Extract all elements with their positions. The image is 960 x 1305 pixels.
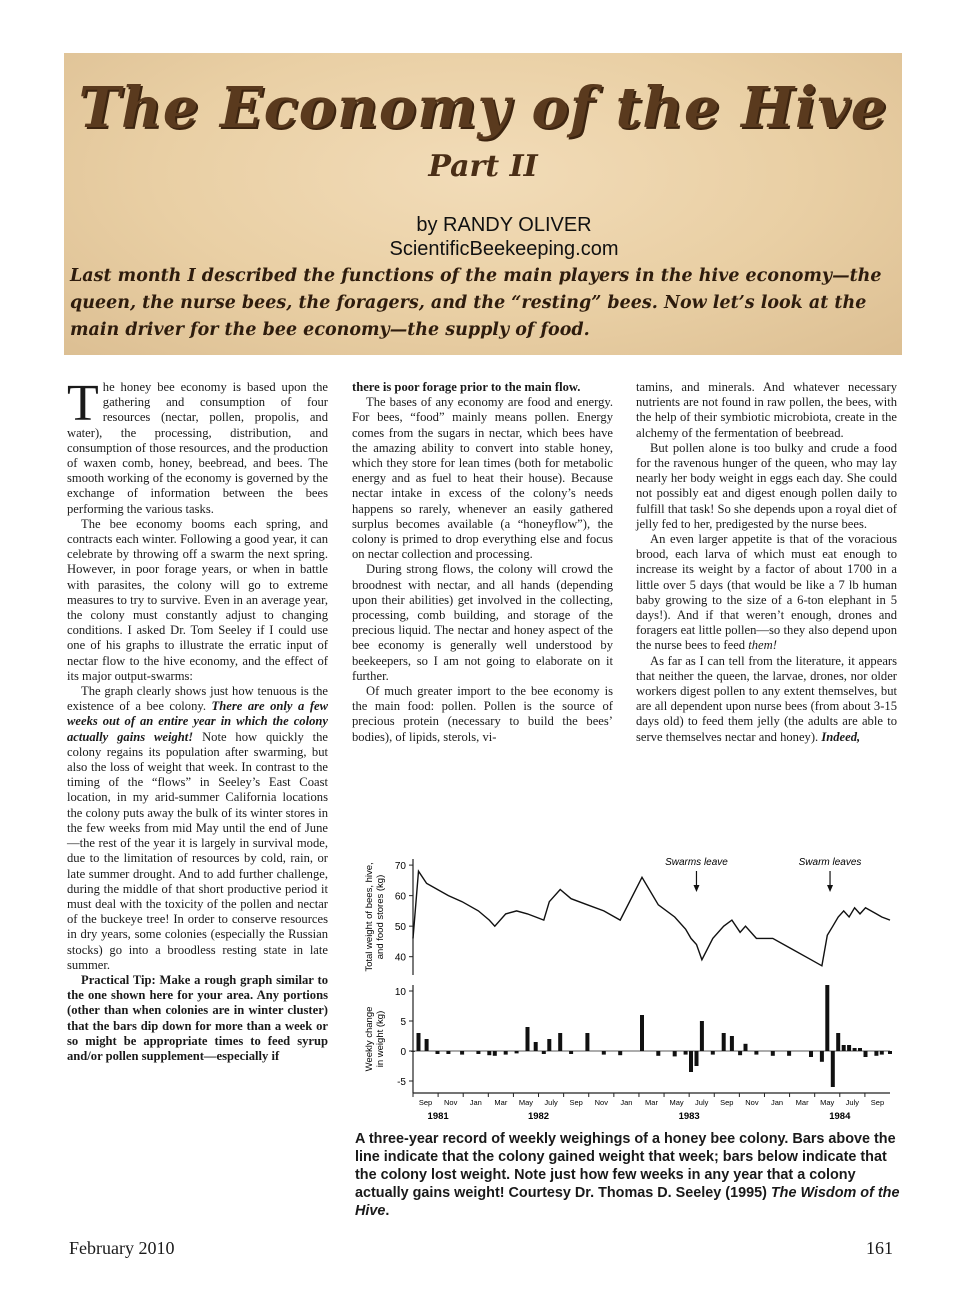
col3-paragraph-2: But pollen alone is too bulky and crude a food for the ravenous hunger of the queen, who may lay nearly her body weight in eggs each day. She could not possibly eat and digest enough pollen daily to fulfill that task! So she depends upon a royal diet of jelly fed to her, predigested by the nurse bees. [636,440,897,531]
month-label: Nov [443,1098,458,1107]
year-label: 1984 [829,1111,851,1122]
col2-paragraph-1: there is poor forage prior to the main flow. [352,380,581,394]
weekly-change-bar [569,1051,573,1054]
weekly-change-bar [534,1042,538,1051]
drop-cap: T [67,375,99,432]
y-axis-label-top: Total weight of bees, hive, [364,862,375,972]
weekly-change-bar [842,1045,846,1051]
col1-paragraph-1: The honey bee economy is based upon the gathering and consumption of four resources (nectar, pollen, propolis, and water), the processing, distribution, and consumption of those resources, and the production of waxen comb, honey, beebread, and bees. The smooth working of the economy is governed by the exchange of information between the bees performing the various tasks. [67,375,328,516]
col2-paragraph-4: Of much greater import to the bee economy is the main food: pollen. Pollen is the source of precious protein (necessary to build the bees’ bodies), of lipids, sterols, vi- [352,684,613,744]
weekly-change-bar [618,1051,622,1055]
weekly-change-bar [787,1051,791,1056]
weekly-change-bar [831,1051,835,1087]
y-axis-label-bottom-2: in weight (kg) [375,1010,386,1068]
month-label: Nov [745,1098,759,1107]
column-3 [636,380,897,745]
weekly-change-bar [542,1051,546,1054]
month-label: July [544,1098,558,1107]
month-label: Mar [645,1098,658,1107]
month-label: Sep [870,1098,885,1107]
weekly-change-bar [730,1036,734,1051]
weekly-change-bar [847,1045,851,1051]
year-label: 1982 [527,1111,550,1122]
weekly-change-bar [585,1033,589,1051]
weekly-change-bar [425,1039,429,1051]
author: by RANDY OLIVER [416,214,592,236]
y-tick-label-bottom: -5 [397,1077,406,1088]
y-axis-label-bottom: Weekly change [364,1006,375,1072]
year-label: 1983 [678,1111,700,1122]
month-label: Sep [418,1098,433,1107]
title-banner [64,53,902,355]
month-label: July [845,1098,860,1107]
weekly-change-bar [417,1033,421,1051]
weekly-change-bar [771,1051,775,1056]
page-number: 161 [866,1238,893,1258]
weekly-change-bar [689,1051,693,1072]
month-label: Nov [594,1098,608,1107]
article-part: Part II [428,149,538,184]
weekly-change-bar [858,1048,862,1051]
weekly-change-bar [558,1033,562,1051]
weekly-change-bar [602,1051,606,1055]
y-tick-label-top: 50 [394,922,406,934]
weekly-change-bar [888,1051,892,1054]
weekly-change-bar [493,1051,497,1056]
weekly-change-bar [487,1051,491,1055]
month-label: Sep [720,1098,734,1107]
weekly-change-bar [476,1051,480,1054]
y-tick-label-bottom: 5 [400,1017,406,1028]
annotation-label: Swarm leaves [798,857,862,868]
weekly-change-bar [825,985,829,1051]
month-label: May [669,1098,684,1107]
month-label: Mar [494,1098,508,1107]
annotation-label: Swarms leave [665,857,728,868]
weight-chart [355,845,903,1127]
month-label: Jan [469,1098,482,1107]
chart-caption: A three-year record of weekly weighings of a honey bee colony. Bars above the line indicate that the colony gained weight that week; bars below indicate that the colony lost weight. Note just how few weeks in any year that a colony actually gains weight! Courtesy Dr. Thomas D. Seeley (1995) The Wisdom of the Hive. [355,1131,900,1219]
month-label: Sep [569,1098,583,1107]
col3-paragraph-3: An even larger appetite is that of the voracious brood, each larva of which must eat enough to increase its weight by a factor of about 1700 in a little over 5 days (that would be like a 7 lb human baby growing to the size of a 6-ton elephant in 5 days!). And if that weren’t enough, drones and foragers eat little pollen—so they also depend upon the nurse bees to feed them! [636,532,897,653]
weekly-change-bar [754,1051,758,1055]
weekly-change-bar [711,1051,715,1055]
byline [64,213,902,261]
col3-paragraph-1: tamins, and minerals. And whatever necessary nutrients are not found in raw pollen, the bees, with the help of their symbiotic microbiota, create in the alchemy of the fermentation of beebread. [636,380,897,440]
weekly-change-bar [640,1015,644,1051]
website: ScientificBeekeeping.com [389,238,619,260]
weekly-change-bar [722,1033,726,1051]
col2-paragraph-3: During strong flows, the colony will crowd the broodnest with nectar, and all hands (depending upon their abilities) get involved in the collecting, processing, comb building, and storage of the precious liquid. The nectar and honey aspect of the bee economy is generally well understood by beekeepers, so I am not going to elaborate on it further. [352,562,613,683]
article-title: The Economy of the Hive [78,75,888,141]
weekly-change-bar [695,1051,699,1066]
y-axis-label-top-2: and food stores (kg) [375,874,386,960]
y-tick-label-bottom: 10 [394,987,406,998]
weekly-change-bar [446,1051,450,1054]
practical-tip: Practical Tip: Make a rough graph similar to the one shown here for your area. Any portions (other than when colonies are in winter cluster) that the bars dip down for more than a week or so might be appropriate times to feed syrup and/or pollen supplement—especially if [67,972,328,1063]
weekly-change-bar [504,1051,508,1055]
y-tick-label-top: 40 [394,952,406,964]
lede: Last month I described the functions of the main players in the hive economy—the queen, the nurse bees, the foragers, and the “resting” bees. Now let’s look at the main driver for the bee economy—the supply of food. [70,266,882,340]
weekly-change-bar [744,1044,748,1051]
column-1 [67,375,328,1064]
column-2 [352,380,613,745]
weekly-change-bar [515,1051,519,1053]
col1-paragraph-2: The bee economy booms each spring, and contracts each winter. Following a good year, it can celebrate by throwing off a swarm the next spring. However, in poor forage years, or when in battle with parasites, the colony will go to extreme measures to try to survive. Even in an average year, the colony must constantly adjust to changing conditions. I asked Dr. Tom Seeley if I could use one of his graphs to illustrate the erratic input of nectar flow to the hive economy, and the effect of its major output-swarms: [67,516,328,683]
weekly-change-bar [684,1051,688,1055]
month-label: May [820,1098,835,1107]
weekly-change-bar [547,1039,551,1051]
month-label: Jan [770,1098,784,1107]
weekly-change-bar [460,1051,464,1055]
month-label: July [695,1098,709,1107]
weekly-change-bar [880,1051,884,1055]
col1-paragraph-3: The graph clearly shows just how tenuous is the existence of a bee colony. There are only a few weeks out of an entire year in which the colony actually gains weight! Note how quickly the colony regains its population after swarming, but also the loss of weight that week. In contrast to the timing of the “flows” in Seeley’s East Coast location, in my arid-summer California locations the colony puts away the bulk of its winter stores in the few weeks from mid May until the end of June—the rest of the year it is largely in survival mode, due to the limitation of resources by cold, rain, or late summer drought. And to add further challenge, during the middle of that short productive period it must deal with the toxicity of the pollen and nectar of the buckeye tree! In order to conserve resources in dry years, some colonies (especially the Russian stocks) go into a broodless resting state in late summer. [67,684,328,972]
month-label: Jan [620,1098,633,1107]
month-label: May [518,1098,534,1107]
weekly-change-bar [836,1033,840,1051]
annotation-arrowhead [827,885,833,892]
y-tick-label-bottom: 0 [400,1047,406,1058]
y-tick-label-top: 70 [394,861,406,873]
weekly-change-bar [673,1051,677,1056]
issue-date: February 2010 [69,1238,175,1258]
weekly-change-bar [526,1027,530,1051]
weekly-change-bar [853,1048,857,1051]
weekly-change-bar [436,1051,440,1054]
col3-paragraph-4: As far as I can tell from the literature, it appears that neither the queen, the larvae, drones, nor older workers digest pollen to any extent themselves, but are all dependent upon nurse bees (from about 3-15 days old) to feed them jelly (the adults are able to serve themselves nectar and honey). Indeed, [636,653,897,744]
weekly-change-bar [411,1051,415,1052]
weekly-change-bar [809,1051,813,1057]
weekly-change-bar [656,1051,660,1056]
year-label: 1981 [427,1111,449,1122]
weekly-change-bar [874,1051,878,1056]
weekly-change-bar [820,1051,824,1062]
weekly-change-bar [864,1051,868,1057]
weekly-change-bar [700,1021,704,1051]
weight-series-line [413,871,890,966]
weekly-change-bar [738,1051,742,1055]
book-title: The Wisdom of the Hive [355,1185,900,1219]
y-tick-label-top: 60 [394,891,406,903]
month-label: Mar [795,1098,809,1107]
annotation-arrowhead [693,885,699,892]
col2-paragraph-2: The bases of any economy are food and energy. For bees, “food” mainly means pollen. Energy comes from the sugars in nectar, which bees have the amazing ability to convert into stable honey, which they store for lean times (both for metabolic energy and as fuel to heat their house). Because nectar intake in excess of the colony’s needs happens so rarely, whenever an easily gathered surplus becomes available (a “honeyflow”), the colony is primed to drop everything else and focus on nectar collection and processing. [352,395,613,562]
